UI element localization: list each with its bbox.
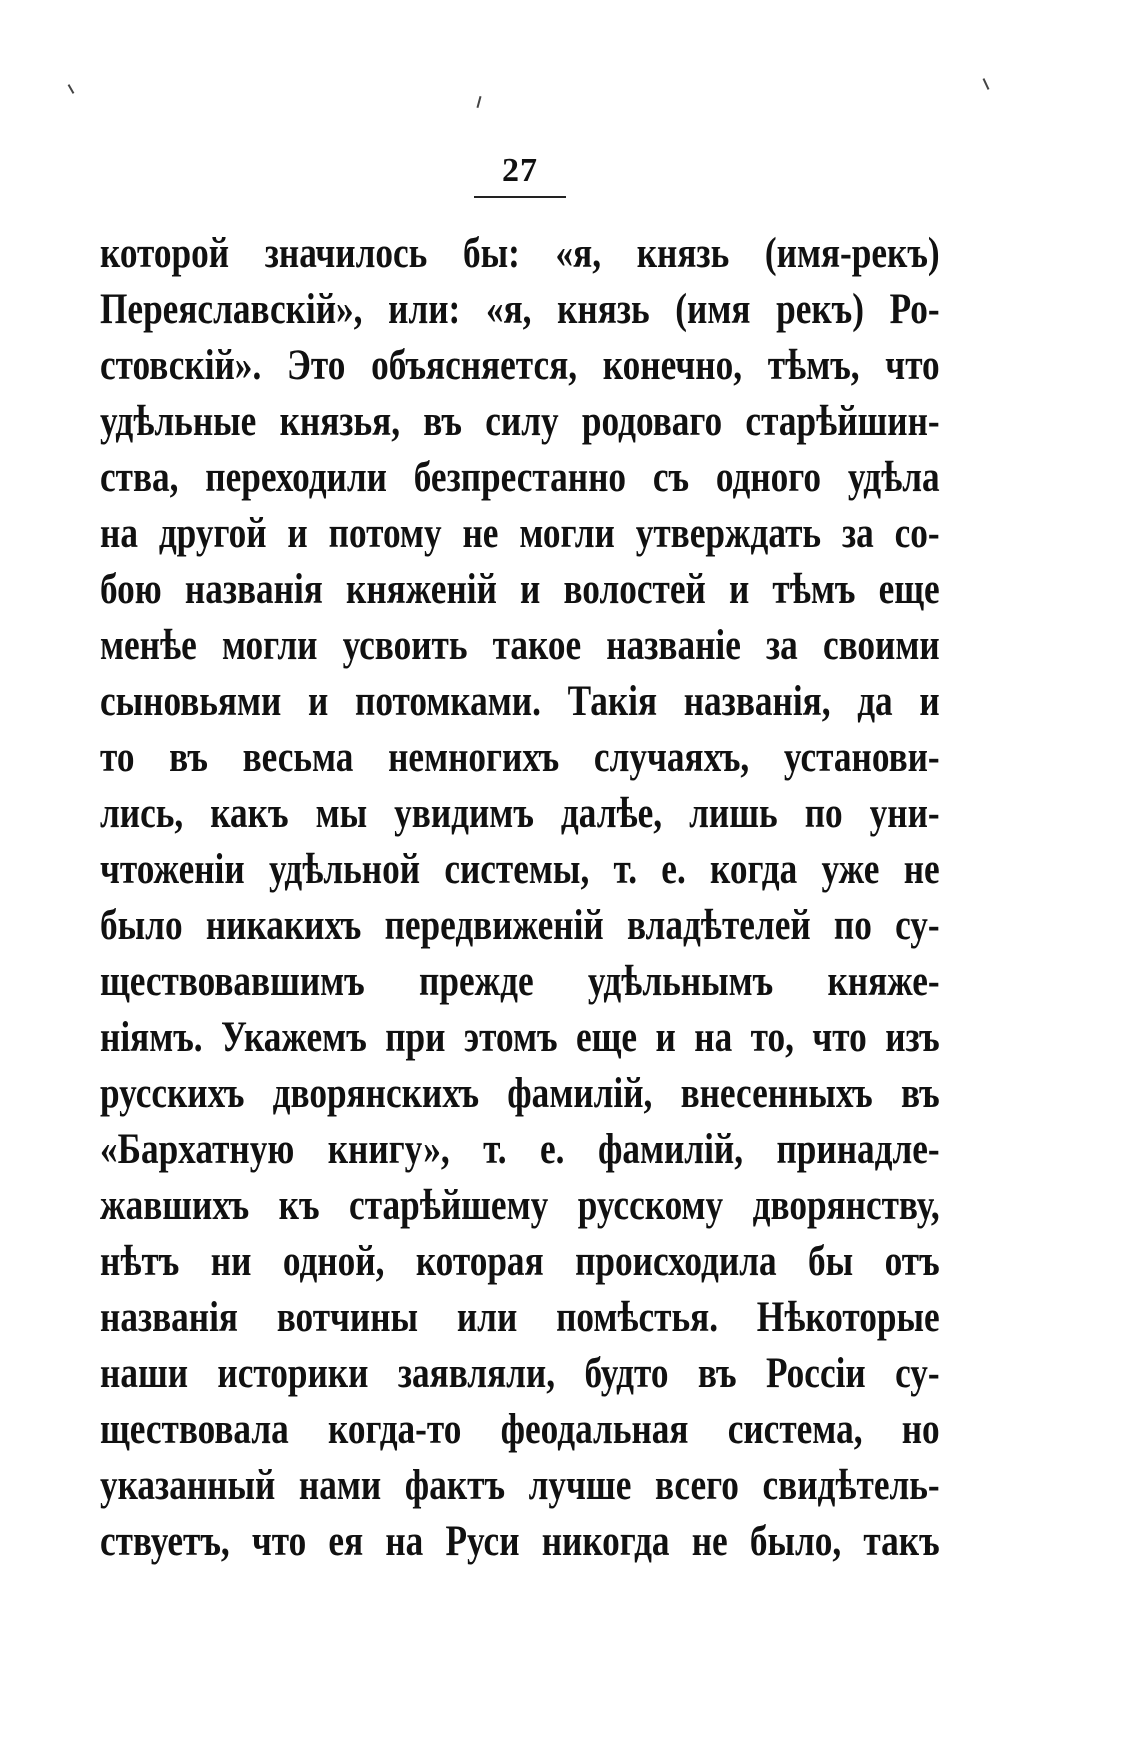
scan-speck bbox=[68, 84, 75, 94]
text-line: менѣе могли усвоить такое названіе за своими bbox=[100, 622, 940, 669]
text-line: стовскій». Это объясняется, конечно, тѣмъ, что bbox=[100, 342, 940, 389]
text-line: ства, переходили безпрестанно съ одного удѣла bbox=[100, 454, 940, 501]
page-number: 27 bbox=[502, 152, 538, 189]
text-line: указанный нами фактъ лучше всего свидѣтель- bbox=[100, 1462, 940, 1509]
text-line: ніямъ. Укажемъ при этомъ еще и на то, что изъ bbox=[100, 1014, 940, 1061]
text-line: то въ весьма немногихъ случаяхъ, установи- bbox=[100, 734, 940, 781]
text-line: было никакихъ передвиженій владѣтелей по су- bbox=[100, 902, 940, 949]
text-line: сыновьями и потомками. Такія названія, да и bbox=[100, 678, 940, 725]
text-line: лись, какъ мы увидимъ далѣе, лишь по уни- bbox=[100, 790, 940, 837]
page-number-rule bbox=[474, 196, 566, 198]
text-line: жавшихъ къ старѣйшему русскому дворянству, bbox=[100, 1182, 940, 1229]
text-line: Переяславскій», или: «я, князь (имя рекъ) Ро- bbox=[100, 286, 940, 333]
text-line: нѣтъ ни одной, которая происходила бы отъ bbox=[100, 1238, 940, 1285]
text-line: которой значилось бы: «я, князь (имя-рекъ) bbox=[100, 230, 940, 277]
text-line: «Бархатную книгу», т. е. фамилій, принадле- bbox=[100, 1126, 940, 1173]
scan-speck bbox=[476, 96, 481, 108]
text-line: бою названія княженій и волостей и тѣмъ еще bbox=[100, 566, 940, 613]
text-line: названія вотчины или помѣстья. Нѣкоторые bbox=[100, 1294, 940, 1341]
text-line: удѣльные князья, въ силу родоваго старѣйшин- bbox=[100, 398, 940, 445]
text-line: чтоженіи удѣльной системы, т. е. когда уже не bbox=[100, 846, 940, 893]
scan-speck bbox=[983, 78, 990, 90]
text-line: ствуетъ, что ея на Руси никогда не было, такъ bbox=[100, 1518, 940, 1565]
text-line: на другой и потому не могли утверждать за со- bbox=[100, 510, 940, 557]
body-text bbox=[100, 226, 940, 1570]
text-line: ществовала когда-то феодальная система, но bbox=[100, 1406, 940, 1453]
text-line: русскихъ дворянскихъ фамилій, внесенныхъ въ bbox=[100, 1070, 940, 1117]
text-line: наши историки заявляли, будто въ Россіи су- bbox=[100, 1350, 940, 1397]
text-line: ществовавшимъ прежде удѣльнымъ княже- bbox=[100, 958, 940, 1005]
